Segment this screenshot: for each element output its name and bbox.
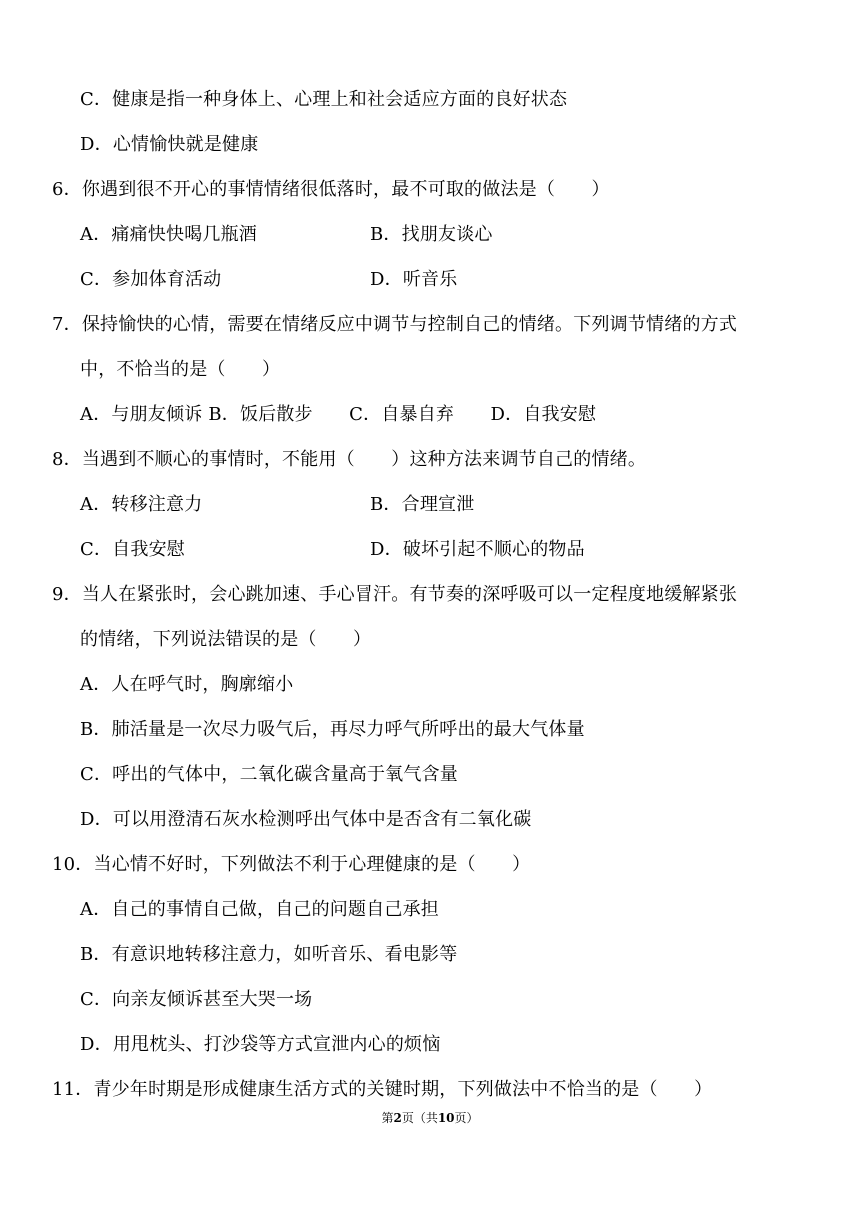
footer-suffix: 页） [454,1111,479,1125]
q10-option-b: B．有意识地转移注意力，如听音乐、看电影等 [80,944,458,965]
question-9: 9．当人在紧张时，会心跳加速、手心冒汗。有节奏的深呼吸可以一定程度地缓解紧张 [52,584,738,605]
question-10: 10．当心情不好时，下列做法不利于心理健康的是（ ） [52,854,531,875]
question-8: 8．当遇到不顺心的事情时，不能用（ ）这种方法来调节自己的情绪。 [52,449,647,470]
q6-option-d: D．听音乐 [370,269,458,290]
page-footer [0,1110,860,1126]
q8-option-c: C．自我安慰 [80,539,185,560]
footer-prefix: 第 [381,1111,394,1125]
q5-option-c: C．健康是指一种身体上、心理上和社会适应方面的良好状态 [80,89,568,110]
q10-option-c: C．向亲友倾诉甚至大哭一场 [80,989,313,1010]
q9-option-a: A．人在呼气时，胸廓缩小 [80,674,294,695]
question-7-continued: 中，不恰当的是（ ） [80,359,281,380]
q9-option-d: D．可以用澄清石灰水检测呼出气体中是否含有二氧化碳 [80,809,532,830]
q6-option-a: A．痛痛快快喝几瓶酒 [80,224,257,245]
q7-options: A．与朋友倾诉 B．饭后散步 C．自暴自弃 D．自我安慰 [80,404,597,425]
q6-option-b: B．找朋友谈心 [370,224,493,245]
q8-option-a: A．转移注意力 [80,494,203,515]
footer-page-number: 2 [393,1111,402,1125]
q10-option-a: A．自己的事情自己做，自己的问题自己承担 [80,899,439,920]
question-11: 11．青少年时期是形成健康生活方式的关键时期，下列做法中不恰当的是（ ） [52,1079,713,1100]
q9-option-c: C．呼出的气体中，二氧化碳含量高于氧气含量 [80,764,458,785]
q9-option-b: B．肺活量是一次尽力吸气后，再尽力呼气所呼出的最大气体量 [80,719,585,740]
question-6: 6．你遇到很不开心的事情情绪很低落时，最不可取的做法是（ ） [52,179,610,200]
footer-total-pages: 10 [437,1111,455,1125]
q10-option-d: D．用甩枕头、打沙袋等方式宣泄内心的烦恼 [80,1034,441,1055]
footer-middle: 页（共 [401,1111,438,1125]
q5-option-d: D．心情愉快就是健康 [80,134,259,155]
q6-option-c: C．参加体育活动 [80,269,222,290]
q8-option-d: D．破坏引起不顺心的物品 [370,539,585,560]
question-7: 7．保持愉快的心情，需要在情绪反应中调节与控制自己的情绪。下列调节情绪的方式 [52,314,738,335]
question-9-continued: 的情绪，下列说法错误的是（ ） [80,629,372,650]
q8-option-b: B．合理宣泄 [370,494,475,515]
